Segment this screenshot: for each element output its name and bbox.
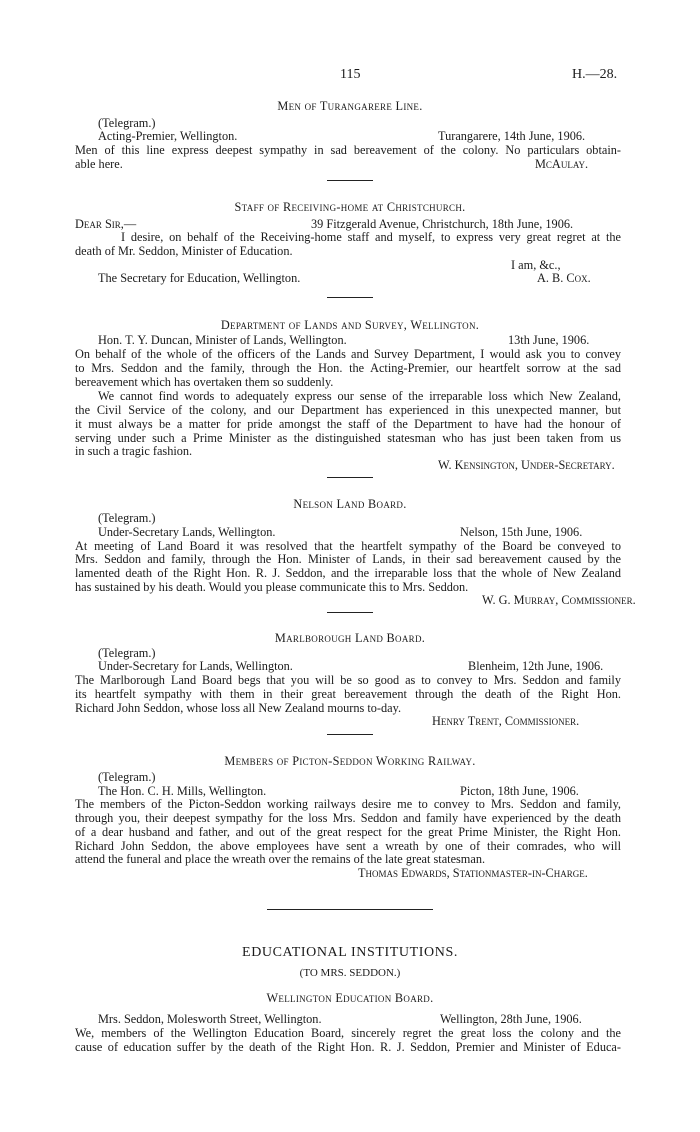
body-line: death of Mr. Seddon, Minister of Education. [75,244,293,258]
body-line: I desire, on behalf of the Receiving-home staff and myself, to express very great regret at the [121,230,621,244]
divider [327,612,373,613]
page-number: 115 [340,67,361,82]
section-heading: Members of Picton-Seddon Working Railway. [224,754,476,768]
addressee: Under-Secretary Lands, Wellington. [98,525,276,539]
major-heading: EDUCATIONAL INSTITUTIONS. [242,945,458,960]
addressee: Mrs. Seddon, Molesworth Street, Wellington. [98,1012,322,1026]
body-line: attend the funeral and place the wreath over the remains of the late great statesman. [75,852,486,866]
telegram-label: (Telegram.) [98,646,156,660]
place-date: Wellington, 28th June, 1906. [440,1012,582,1026]
body-line: Richard John Seddon, the above employees have sent a wreath by one of their comrades, who will [75,839,621,853]
telegram-label: (Telegram.) [98,770,156,784]
body-line: of a dear husband and father, and out of the great respect for the great Prime Minister, the Right Hon. [75,825,621,839]
divider [327,477,373,478]
body-line: At meeting of Land Board it was resolved that the heartfelt sympathy of the Board be conveyed to [75,539,621,553]
body-line: cause of education suffer by the death of the Right Hon. R. J. Seddon, Premier and Minister of Educa- [75,1040,621,1054]
signature: McAulay. [535,157,589,171]
body-line: We, members of the Wellington Education Board, sincerely regret the great loss the colony and the [75,1026,621,1040]
divider [327,297,373,298]
subheading: (TO MRS. SEDDON.) [299,967,401,979]
telegram-label: (Telegram.) [98,116,156,130]
date: 13th June, 1906. [508,333,590,347]
section-heading: Men of Turangarere Line. [277,99,423,113]
section-heading: Staff of Receiving-home at Christchurch. [234,200,466,214]
addressee: The Hon. C. H. Mills, Wellington. [98,784,267,798]
body-line: has sustained by his death. Would you please communicate this to Mrs. Seddon. [75,580,469,594]
body-line: Richard John Seddon, whose loss all New Zealand mourns to-day. [75,701,402,715]
body-line: We cannot find words to adequately express our sense of the irreparable loss which New Zealand, [98,389,621,403]
body-line: The members of the Picton-Seddon working railways desire me to convey to Mrs. Seddon and family, [75,797,621,811]
body-line: The Marlborough Land Board begs that you will be so good as to convey to Mrs. Seddon and family [75,673,621,687]
body-line: to Mrs. Seddon and the family, through the Hon. the Acting-Premier, our heartfelt sorrow at the sad [75,361,621,375]
body-line: On behalf of the whole of the officers of the Lands and Survey Department, I would ask you to convey [75,347,621,361]
body-line: the Civil Service of the colony, and our Department has experienced in this unexpected manner, but [75,403,621,417]
telegram-label: (Telegram.) [98,511,156,525]
section-heading: Department of Lands and Survey, Wellington. [220,318,480,332]
body-line: able here. [75,157,123,171]
body-line: lamented death of the Right Hon. R. J. Seddon, and the irreparable loss that the whole of New Zealand [75,566,621,580]
signature: W. Kensington, Under-Secretary. [438,458,615,472]
signature: Thomas Edwards, Stationmaster-in-Charge. [358,866,588,880]
body-line: bereavement which has overtaken them so suddenly. [75,375,334,389]
place-date: Blenheim, 12th June, 1906. [468,659,604,673]
divider [327,180,373,181]
body-line: its heartfelt sympathy with them in their great bereavement through the death of the Right Hon. [75,687,621,701]
addressee: Under-Secretary for Lands, Wellington. [98,659,293,673]
body-line: in such a tragic fashion. [75,444,193,458]
body-line: Men of this line express deepest sympathy in sad bereavement of the colony. No particulars obtain- [75,143,621,157]
place-date: Nelson, 15th June, 1906. [460,525,583,539]
body-line: serving under such a Prime Minister as the distinguished statesman who has just been taken from us [75,431,621,445]
divider [267,909,433,910]
closing: I am, &c., [511,258,561,272]
place-date: Picton, 18th June, 1906. [460,784,579,798]
body-line: through you, their deepest sympathy for the loss Mrs. Seddon and family have experienced by the death [75,811,621,825]
addressee: The Secretary for Education, Wellington. [98,271,301,285]
salutation: Dear Sir,— [75,217,137,231]
section-heading: Nelson Land Board. [293,497,407,511]
addressee: Acting-Premier, Wellington. [98,129,238,143]
body-line: it must always be a matter for pride amongst the staff of the Department to have had the honour of [75,417,621,431]
signature: A. B. Cox. [537,271,591,285]
signature: W. G. Murray, Commissioner. [482,593,636,607]
document-reference: H.—28. [572,67,618,82]
divider [327,734,373,735]
addressee: Hon. T. Y. Duncan, Minister of Lands, Wellington. [98,333,347,347]
body-line: Mrs. Seddon and family, through the Hon. Minister of Lands, in their sad bereavement caused by the [75,552,621,566]
place-date: Turangarere, 14th June, 1906. [438,129,586,143]
section-heading: Marlborough Land Board. [274,631,426,645]
place-date: 39 Fitzgerald Avenue, Christchurch, 18th June, 1906. [311,217,574,231]
signature: Henry Trent, Commissioner. [432,714,580,728]
section-heading: Wellington Education Board. [266,991,434,1005]
